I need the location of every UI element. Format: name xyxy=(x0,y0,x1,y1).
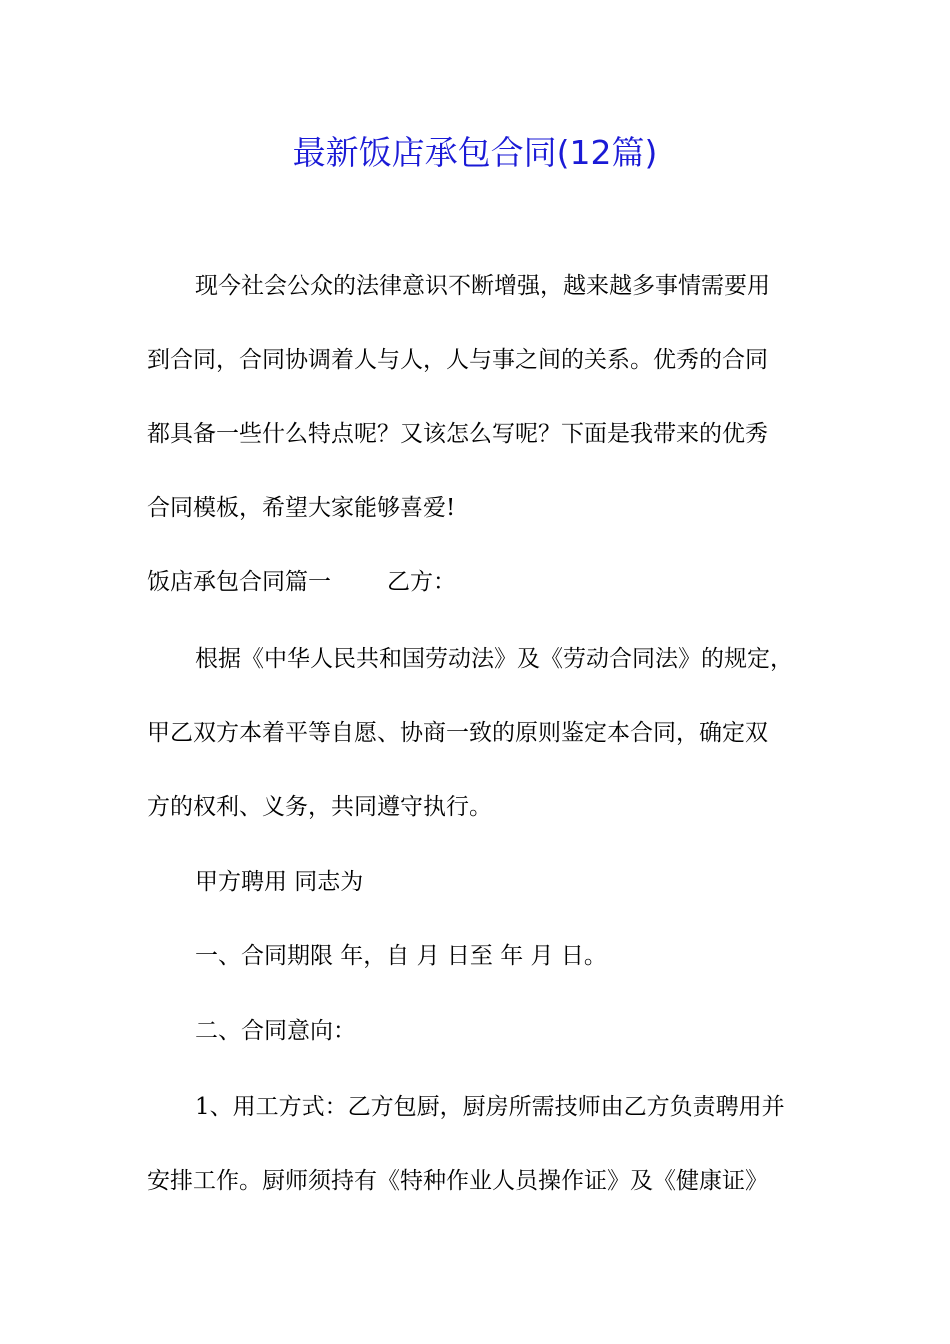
section-heading: 饭店承包合同篇一 xyxy=(147,569,331,595)
paragraph-line: 1、用工方式：乙方包厨，厨房所需技师由乙方负责聘用并 xyxy=(195,1094,785,1120)
section-heading-line xyxy=(147,566,827,598)
paragraph-line: 安排工作。厨师须持有《特种作业人员操作证》及《健康证》 xyxy=(147,1168,768,1194)
paragraph-line: 合同模板，希望大家能够喜爱! xyxy=(147,495,456,521)
paragraph-line: 甲乙双方本着平等自愿、协商一致的原则鉴定本合同，确定双 xyxy=(147,720,768,746)
paragraph-line: 根据《中华人民共和国劳动法》及《劳动合同法》的规定， xyxy=(195,646,793,672)
paragraph-line: 到合同，合同协调着人与人，人与事之间的关系。优秀的合同 xyxy=(147,347,768,373)
document-title: 最新饭店承包合同(12篇) xyxy=(292,133,658,172)
paragraph-line: 一、合同期限 年，自 月 日至 年 月 日。 xyxy=(195,943,607,969)
party-b-label: 乙方： xyxy=(387,569,456,595)
paragraph-line: 方的权利、义务，共同遵守执行。 xyxy=(147,794,492,820)
paragraph-line: 都具备一些什么特点呢？又该怎么写呢？下面是我带来的优秀 xyxy=(147,421,768,447)
paragraph-line: 现今社会公众的法律意识不断增强，越来越多事情需要用 xyxy=(195,273,770,299)
paragraph-line: 甲方聘用 同志为 xyxy=(195,869,364,895)
paragraph-line: 二、合同意向： xyxy=(195,1018,356,1044)
